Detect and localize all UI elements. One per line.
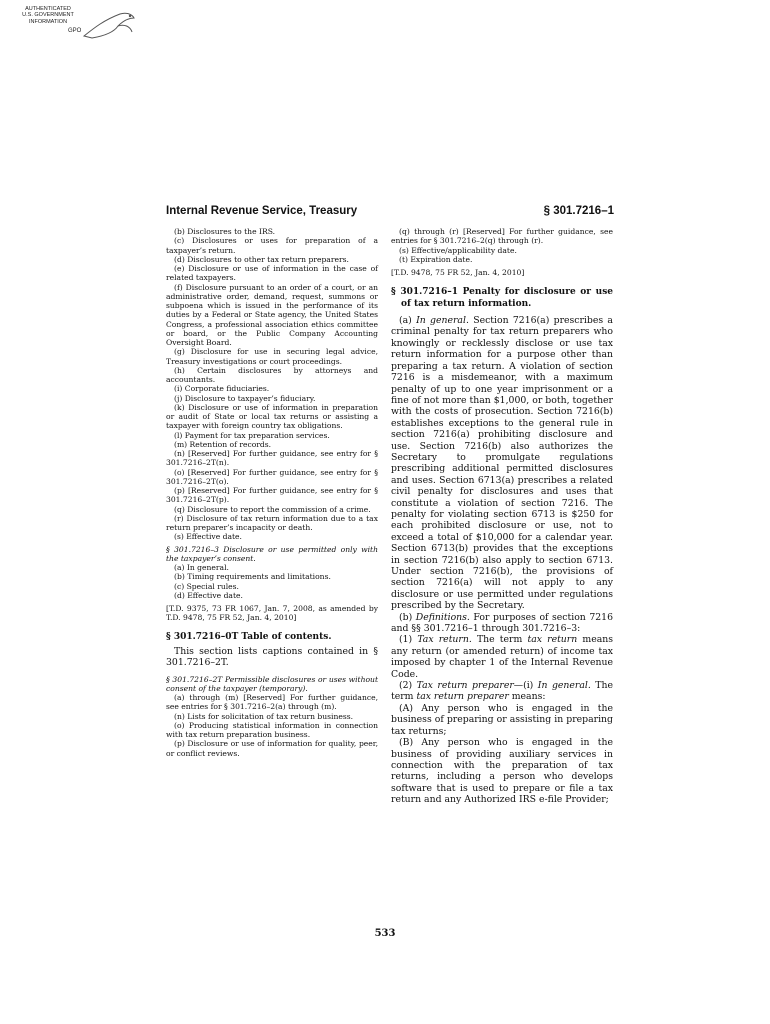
toc-entry: (o) Producing statistical information in connection with tax return preparation business. — [166, 720, 378, 740]
paragraph-heading: Tax return. — [417, 634, 472, 646]
stamp-line: AUTHENTICATED — [25, 6, 71, 12]
toc-entry: (g) Disclosure for use in securing legal advice, Treasury investigations or court proceedings. — [166, 347, 378, 366]
toc-entry: (j) Disclosure to taxpayer’s fiduciary. — [174, 393, 316, 403]
stamp-gpo: GPO — [68, 28, 82, 34]
toc-entry: (f) Disclosure pursuant to an order of a court, or an administrative order, demand, request, summons or subpoena which is issued in the performance of its duties by a Federal or State agency, the United States Congress, a professional association ethics committee or board, or the Public Company Accounting Oversight Board. — [166, 282, 378, 347]
toc-entry: (q) Disclosure to report the commission of a crime. — [174, 504, 371, 514]
toc-entry: (c) Special rules. — [174, 581, 239, 591]
toc-entry: (c) Disclosures or uses for preparation of a taxpayer’s return. — [166, 236, 378, 255]
stamp-line: INFORMATION — [28, 18, 68, 25]
header-agency: Internal Revenue Service, Treasury — [166, 205, 358, 217]
page-number: 533 — [374, 928, 396, 939]
toc-entry: (l) Payment for tax preparation services. — [174, 430, 330, 440]
body-paragraph — [391, 680, 613, 703]
left-column — [166, 227, 378, 758]
toc-entry: (s) Effective date. — [174, 532, 242, 542]
gpo-authentication-stamp — [22, 6, 142, 46]
paragraph-text: For purposes of section 7216 and §§ 301.7216–1 through 301.7216–3: — [391, 611, 613, 635]
toc-entry: (n) Lists for solicitation of tax return business. — [174, 711, 354, 721]
source-note: [T.D. 9375, 73 FR 1067, Jan. 7, 2008, as amended by T.D. 9478, 75 FR 52, Jan. 4, 2010] — [166, 604, 378, 623]
toc-entry: (n) [Reserved] For further guidance, see entry for § 301.7216–2T(n). — [166, 449, 378, 468]
toc-entry: (r) Disclosure of tax return information due to a tax return preparer’s incapacity or death. — [166, 513, 378, 532]
toc-entry: (e) Disclosure or use of information in the case of related taxpayers. — [166, 264, 378, 283]
toc-entry: (d) Effective date. — [174, 590, 243, 600]
toc-entry: (h) Certain disclosures by attorneys and accountants. — [166, 365, 378, 384]
paragraph-subheading: In general. — [537, 680, 591, 692]
body-paragraph: This section lists captions contained in § 301.7216–2T. — [166, 645, 378, 669]
toc-entry: (t) Expiration date. — [399, 254, 473, 264]
toc-entry: (p) Disclosure or use of information for quality, peer, or conflict reviews. — [166, 739, 378, 758]
toc-entry: (p) [Reserved] For further guidance, see entry for § 301.7216–2T(p). — [166, 486, 378, 505]
paragraph-heading: Definitions. — [415, 611, 470, 623]
toc-entry: (a) through (m) [Reserved] For further guidance, see entries for § 301.7216–2(a) through (m). — [166, 693, 378, 712]
stamp-line: U.S. GOVERNMENT — [22, 12, 74, 19]
defined-term: tax return preparer — [416, 691, 509, 703]
paragraph-text: The term — [471, 634, 528, 646]
section-heading: § 301.7216–0T Table of contents. — [166, 631, 332, 642]
toc-entry: (m) Retention of records. — [174, 439, 272, 449]
toc-section-heading: § 301.7216–2T Permissible disclosures or uses without consent of the taxpayer (temporary). — [166, 674, 378, 693]
paragraph-label: (b) — [399, 611, 416, 623]
paragraph-heading: Tax return preparer — [416, 680, 514, 692]
toc-entry: (b) Disclosures to the IRS. — [174, 227, 276, 236]
section-heading: § 301.7216–1 Penalty for disclosure or use of tax return information. — [391, 287, 613, 309]
toc-section-heading: § 301.7216–3 Disclosure or use permitted only with the taxpayer’s consent. — [166, 544, 378, 563]
body-paragraph: (A) Any person who is engaged in the business of preparing or assisting in preparing tax returns; — [391, 702, 613, 737]
toc-entry: (o) [Reserved] For further guidance, see entry for § 301.7216–2T(o). — [166, 467, 378, 486]
paragraph-text: The term — [391, 680, 613, 703]
stamp-text — [22, 6, 74, 25]
paragraph-heading: In general. — [416, 315, 469, 327]
paragraph-label: (1) — [399, 634, 418, 646]
right-column — [391, 227, 613, 806]
toc-entry: (q) through (r) [Reserved] For further guidance, see entries for § 301.7216–2(q) through (r). — [391, 227, 613, 246]
toc-entry: (a) In general. — [174, 563, 229, 572]
paragraph-label: (2) — [399, 680, 417, 692]
eagle-icon — [74, 6, 144, 46]
toc-entry: (b) Timing requirements and limitations. — [174, 572, 331, 582]
header-section: § 301.7216–1 — [543, 205, 614, 217]
toc-entry: (k) Disclosure or use of information in preparation or audit of State or local tax returns or assisting a taxpayer with foreign country tax obligations. — [166, 402, 378, 431]
body-paragraph — [391, 315, 613, 612]
paragraph-text: —(i) — [513, 680, 538, 692]
running-header — [166, 205, 614, 221]
paragraph-text: means any return (or amended return) of income tax imposed by chapter 1 of the Internal Revenue Code. — [391, 634, 614, 680]
toc-entry: (d) Disclosures to other tax return preparers. — [174, 254, 349, 264]
source-note: [T.D. 9478, 75 FR 52, Jan. 4, 2010] — [391, 268, 525, 277]
toc-entry: (s) Effective/applicability date. — [399, 245, 517, 255]
body-paragraph — [391, 634, 613, 680]
toc-entry: (i) Corporate fiduciaries. — [174, 384, 270, 394]
body-paragraph — [391, 612, 613, 635]
defined-term: tax return — [527, 634, 578, 646]
paragraph-label: (a) — [399, 315, 417, 327]
paragraph-text: means: — [508, 691, 546, 703]
paragraph-text: Section 7216(a) prescribes a criminal penalty for tax return preparers who knowingly or recklessly disclose or use tax return information for a purpose other than preparing a tax return. A violation of section 7216 is a misdemeanor, with a maximum penalty of up to one year imprisonment or a fine of not more than $1,000, or both, together with the costs of prosecution. Section 7216(b) establishes exceptions to the general rule in section 7216(a) prohibiting disclosure and use. Section 7216(b) also authorizes the Secretary to promulgate regulations prescribing additional permitted disclosures and uses. Section 6713(a) prescribes a related civil penalty for disclosures and uses that constitute a violation of section 7216. The penalty for violating section 6713 is $250 for each prohibited disclosure or use, not to exceed a total of $10,000 for a calendar year. Section 6713(b) provides that the exceptions in section 7216(b) also apply to section 6713. Under section 7216(b), the provisions of section 7216(a) will not apply to any disclosure or use permitted under regulations prescribed by the Secretary. — [391, 315, 613, 612]
body-paragraph: (B) Any person who is engaged in the business of providing auxiliary services in connection with the preparation of tax returns, including a person who develops software that is used to prepare or file a tax return and any Authorized IRS e-file Provider; — [391, 737, 613, 806]
